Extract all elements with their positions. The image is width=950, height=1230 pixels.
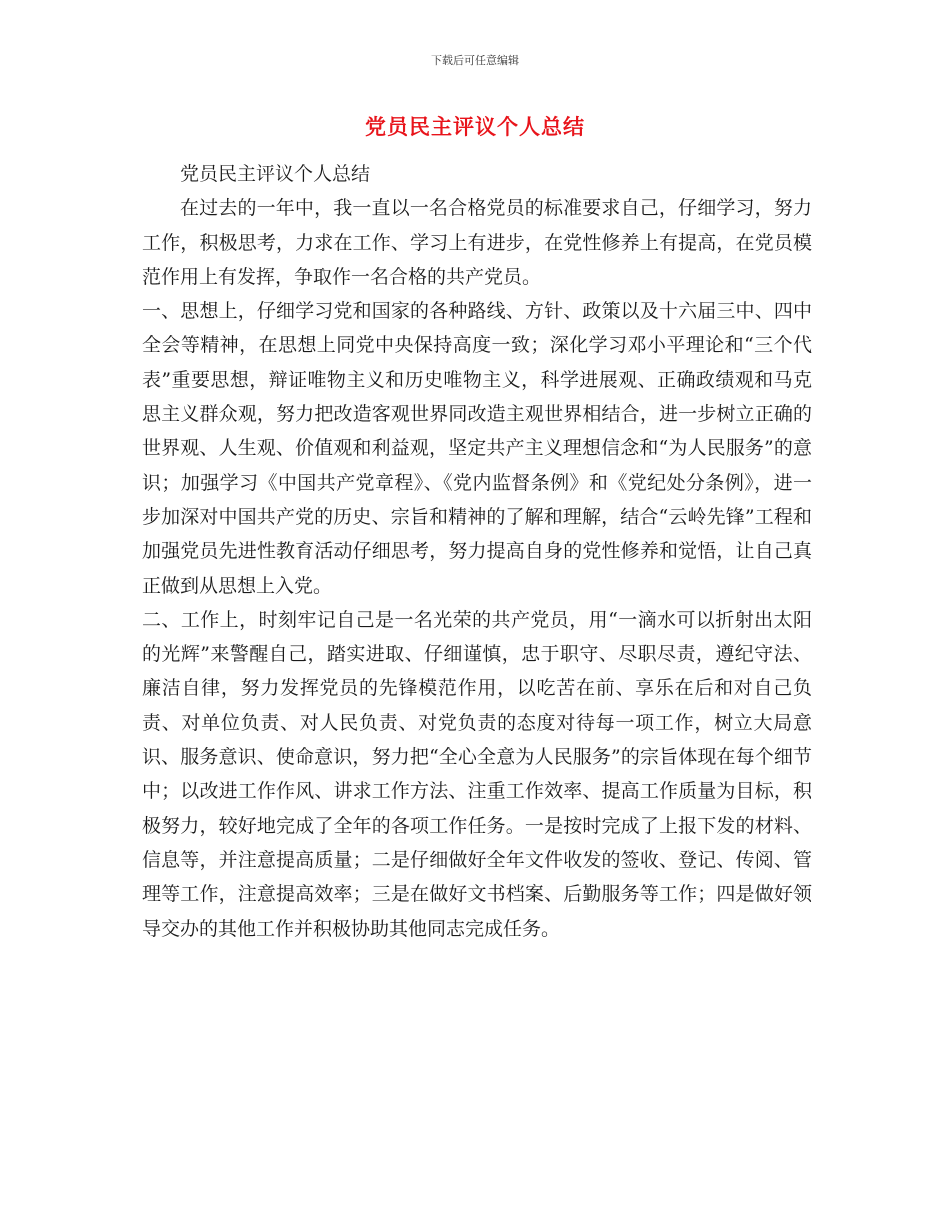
paragraph-intro: 在过去的一年中，我一直以一名合格党员的标准要求自己，仔细学习，努力工作，积极思考，力求在工作、学习上有进步，在党性修养上有提高，在党员模范作用上有发挥，争取作一名合格的共产党员。 [142, 197, 812, 288]
paragraph-section-work: 二、工作上，时刻牢记自己是一名光荣的共产党员，用“一滴水可以折射出太阳的光辉”来警醒自己，踏实进取、仔细谨慎，忠于职守、尽职尽责，遵纪守法、廉洁自律，努力发挥党员的先锋模范作用，以吃苦在前、享乐在后和对自己负责、对单位负责、对人民负责、对党负责的态度对待每一项工作，树立大局意识、服务意识、使命意识，努力把“全心全意为人民服务”的宗旨体现在每个细节中；以改进工作作风、讲求工作方法、注重工作效率、提高工作质量为目标，积极努力，较好地完成了全年的各项工作任务。一是按时完成了上报下发的材料、信息等，并注意提高质量；二是仔细做好全年文件收发的签收、登记、传阅、管理等工作，注意提高效率；三是在做好文书档案、后勤服务等工作；四是做好领导交办的其他工作并积极协助其他同志完成任务。 [142, 608, 812, 940]
document-body [142, 157, 812, 946]
document-subtitle: 党员民主评议个人总结 [180, 163, 371, 185]
document-title: 党员民主评议个人总结 [365, 114, 585, 139]
page-header-note: 下载后可任意编辑 [431, 54, 519, 67]
paragraph-section-ideology: 一、思想上，仔细学习党和国家的各种路线、方针、政策以及十六届三中、四中全会等精神，在思想上同党中央保持高度一致；深化学习邓小平理论和“三个代表”重要思想，辩证唯物主义和历史唯物主义，科学进展观、正确政绩观和马克思主义群众观，努力把改造客观世界同改造主观世界相结合，进一步树立正确的世界观、人生观、价值观和利益观，坚定共产主义理想信念和“为人民服务”的意识；加强学习《中国共产党章程》、《党内监督条例》和《党纪处分条例》，进一步加深对中国共产党的历史、宗旨和精神的了解和理解，结合“云岭先锋”工程和加强党员先进性教育活动仔细思考，努力提高自身的党性修养和觉悟，让自己真正做到从思想上入党。 [142, 300, 812, 597]
